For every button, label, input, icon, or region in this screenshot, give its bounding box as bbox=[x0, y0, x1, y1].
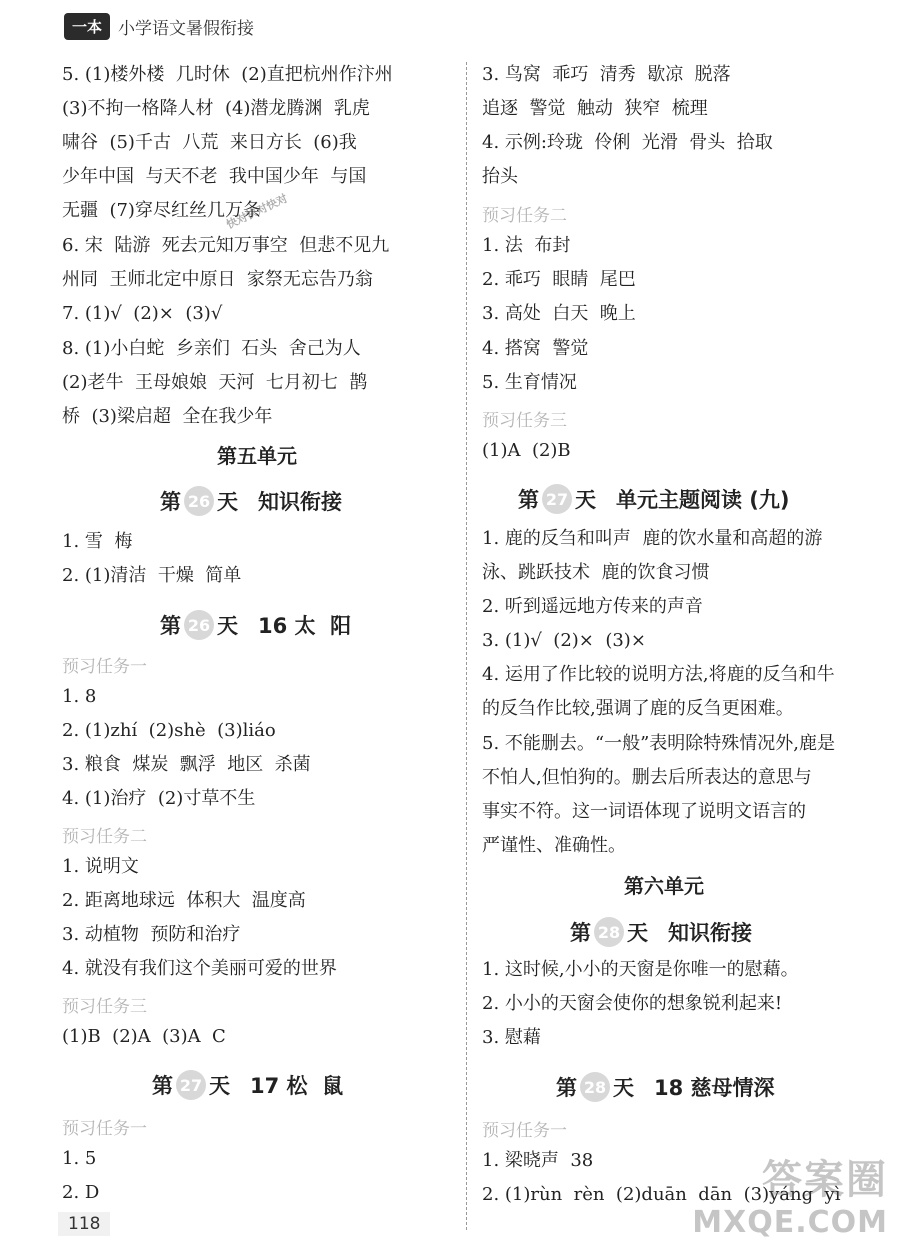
day-prefix: 第 bbox=[556, 1076, 577, 1100]
task-label: 预习任务二 bbox=[482, 206, 567, 226]
corner-watermark-logo: 答案圈 MXQE.COM bbox=[692, 1157, 888, 1240]
answer-line: 2. D bbox=[62, 1182, 100, 1203]
header-title: 小学语文暑假衔接 bbox=[118, 18, 255, 39]
answer-line: 1. 8 bbox=[62, 686, 97, 707]
answer-line: 4. 运用了作比较的说明方法,将鹿的反刍和牛 bbox=[482, 664, 835, 685]
day-heading bbox=[570, 917, 752, 947]
answer-line: 啸谷 (5)千古 八荒 来日方长 (6)我 bbox=[62, 132, 357, 153]
day-prefix: 第 bbox=[570, 921, 591, 945]
answer-line: 2. 小小的天窗会使你的想象锐利起来! bbox=[482, 993, 783, 1014]
answer-line: 州同 王师北定中原日 家祭无忘告乃翁 bbox=[62, 269, 373, 290]
answer-line: 3. 动植物 预防和治疗 bbox=[62, 924, 241, 945]
day-number-badge: 27 bbox=[176, 1070, 206, 1100]
answer-line: 泳、跳跃技术 鹿的饮食习惯 bbox=[482, 562, 710, 583]
day-number-badge: 27 bbox=[542, 484, 572, 514]
day-title: 单元主题阅读 (九) bbox=[616, 488, 790, 512]
day-heading bbox=[152, 1070, 343, 1100]
day-suffix: 天 bbox=[627, 921, 648, 945]
unit-heading: 第六单元 bbox=[624, 874, 704, 898]
day-title: 知识衔接 bbox=[668, 921, 752, 945]
watermark-stamp: 快对快对快对 bbox=[224, 191, 290, 232]
day-title: 18 慈母情深 bbox=[654, 1076, 775, 1100]
day-number-badge: 28 bbox=[580, 1072, 610, 1102]
day-prefix: 第 bbox=[152, 1074, 173, 1098]
task-label: 预习任务三 bbox=[482, 411, 567, 431]
answer-line: 追逐 警觉 触动 狭窄 梳理 bbox=[482, 98, 708, 119]
answer-line: 2. (1)zhí (2)shè (3)liáo bbox=[62, 720, 276, 741]
task-label: 预习任务二 bbox=[62, 827, 147, 847]
answer-line: 无疆 (7)穿尽红丝几万条 bbox=[62, 200, 261, 221]
answer-line: (2)老牛 王母娘娘 天河 七月初七 鹊 bbox=[62, 372, 368, 393]
answer-line: 1. 鹿的反刍和叫声 鹿的饮水量和高超的游 bbox=[482, 528, 823, 549]
day-suffix: 天 bbox=[217, 614, 238, 638]
answer-line: 2. 乖巧 眼睛 尾巴 bbox=[482, 269, 636, 290]
answer-line: 3. 高处 白天 晚上 bbox=[482, 303, 636, 324]
answer-line: 桥 (3)梁启超 全在我少年 bbox=[62, 406, 273, 427]
page-header bbox=[64, 12, 254, 40]
task-label: 预习任务一 bbox=[62, 657, 147, 677]
answer-line: (3)不拘一格降人材 (4)潜龙腾渊 乳虎 bbox=[62, 98, 370, 119]
column-divider bbox=[466, 62, 467, 1230]
answer-line: 1. 雪 梅 bbox=[62, 531, 133, 552]
answer-line: 5. 不能删去。“一般”表明除特殊情况外,鹿是 bbox=[482, 733, 836, 754]
answer-line: 少年中国 与天不老 我中国少年 与国 bbox=[62, 166, 367, 187]
answer-line: 4. 示例:玲珑 伶俐 光滑 骨头 拾取 bbox=[482, 132, 773, 153]
answer-line: (1)B (2)A (3)A C bbox=[62, 1026, 226, 1047]
day-number-badge: 26 bbox=[184, 486, 214, 516]
day-prefix: 第 bbox=[160, 614, 181, 638]
answer-line: 不怕人,但怕狗的。删去后所表达的意思与 bbox=[482, 767, 812, 788]
task-label: 预习任务三 bbox=[62, 997, 147, 1017]
answer-line: 2. 听到遥远地方传来的声音 bbox=[482, 596, 703, 617]
answer-line: 5. 生育情况 bbox=[482, 372, 577, 393]
answer-line: 4. (1)治疗 (2)寸草不生 bbox=[62, 788, 256, 809]
day-prefix: 第 bbox=[160, 490, 181, 514]
answer-line: 抬头 bbox=[482, 166, 518, 187]
answer-line: 3. (1)√ (2)× (3)× bbox=[482, 630, 646, 651]
answer-line: (1)A (2)B bbox=[482, 440, 571, 461]
day-title: 16 太 阳 bbox=[258, 614, 352, 638]
answer-line: 事实不符。这一词语体现了说明文语言的 bbox=[482, 801, 806, 822]
answer-line: 1. 这时候,小小的天窗是你唯一的慰藉。 bbox=[482, 959, 799, 980]
day-title: 知识衔接 bbox=[258, 490, 342, 514]
day-suffix: 天 bbox=[575, 488, 596, 512]
answer-line: 4. 就没有我们这个美丽可爱的世界 bbox=[62, 958, 337, 979]
task-label: 预习任务一 bbox=[482, 1121, 567, 1141]
day-number-badge: 26 bbox=[184, 610, 214, 640]
answer-line: 8. (1)小白蛇 乡亲们 石头 舍己为人 bbox=[62, 338, 361, 359]
answer-line: 3. 慰藉 bbox=[482, 1027, 541, 1048]
answer-line: 2. 距离地球远 体积大 温度高 bbox=[62, 890, 306, 911]
page-number: 118 bbox=[58, 1212, 110, 1236]
answer-line: 严谨性、准确性。 bbox=[482, 835, 626, 856]
day-title: 17 松 鼠 bbox=[250, 1074, 344, 1098]
day-number-badge: 28 bbox=[594, 917, 624, 947]
answer-line: 4. 搭窝 警觉 bbox=[482, 338, 589, 359]
answer-line: 7. (1)√ (2)× (3)√ bbox=[62, 303, 223, 324]
unit-heading: 第五单元 bbox=[217, 444, 297, 468]
answer-line: 1. 梁晓声 38 bbox=[482, 1150, 594, 1171]
answer-line: 3. 鸟窝 乖巧 清秀 歇凉 脱落 bbox=[482, 64, 731, 85]
day-suffix: 天 bbox=[217, 490, 238, 514]
day-suffix: 天 bbox=[613, 1076, 634, 1100]
answer-line: 1. 法 布封 bbox=[482, 235, 571, 256]
answer-line: 2. (1)rùn rèn (2)duān dān (3)yáng yì bbox=[482, 1184, 841, 1205]
answer-line: 2. (1)清洁 干燥 简单 bbox=[62, 565, 242, 586]
answer-line: 5. (1)楼外楼 几时休 (2)直把杭州作汴州 bbox=[62, 64, 393, 85]
answer-line: 1. 5 bbox=[62, 1148, 97, 1169]
answer-line: 3. 粮食 煤炭 飘浮 地区 杀菌 bbox=[62, 754, 311, 775]
day-heading bbox=[518, 484, 790, 514]
day-suffix: 天 bbox=[209, 1074, 230, 1098]
answer-line: 的反刍作比较,强调了鹿的反刍更困难。 bbox=[482, 698, 794, 719]
answer-line: 1. 说明文 bbox=[62, 856, 139, 877]
day-heading bbox=[556, 1072, 775, 1102]
day-prefix: 第 bbox=[518, 488, 539, 512]
task-label: 预习任务一 bbox=[62, 1119, 147, 1139]
day-heading bbox=[160, 610, 351, 640]
day-heading bbox=[160, 486, 342, 516]
brand-logo: 一本 bbox=[64, 13, 110, 40]
answer-line: 6. 宋 陆游 死去元知万事空 但悲不见九 bbox=[62, 235, 390, 256]
